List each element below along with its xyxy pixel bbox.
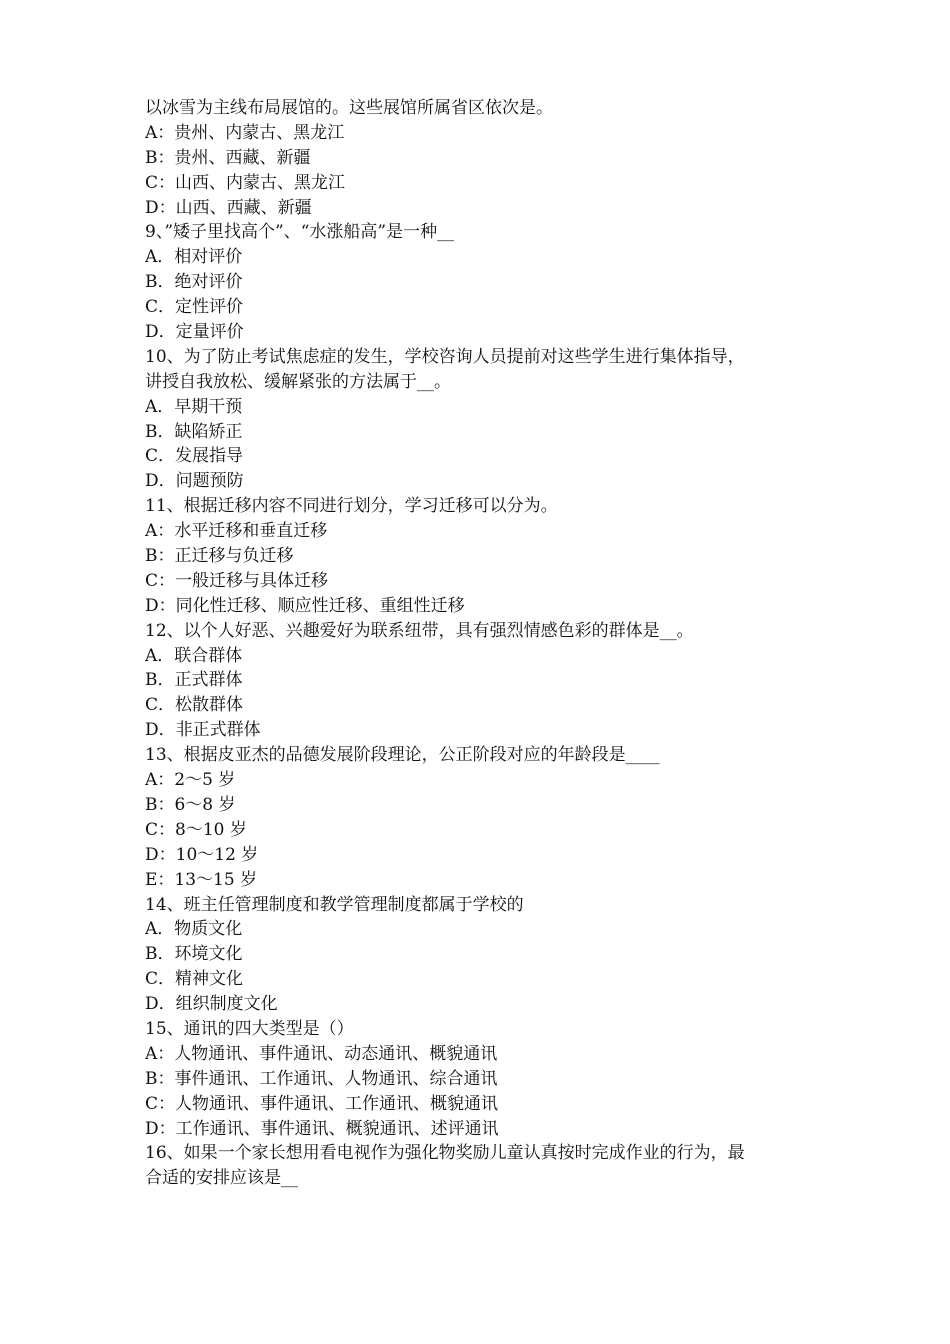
option-line: D：工作通讯、事件通讯、概貌通讯、述评通讯 [145, 1118, 499, 1139]
option-line: B：事件通讯、工作通讯、人物通讯、综合通讯 [145, 1068, 498, 1089]
option-line: A：人物通讯、事件通讯、动态通讯、概貌通讯 [145, 1043, 498, 1064]
option-line: C．定性评价 [145, 297, 244, 318]
option-line: A．物质文化 [145, 919, 243, 940]
question-line-9: 9、”矮子里找高个”、“水涨船高”是一种__ [145, 222, 455, 243]
option-line: C：8～10 岁 [145, 819, 247, 840]
option-line: C．发展指导 [145, 446, 244, 467]
option-line: B．绝对评价 [145, 272, 243, 293]
option-line: D．问题预防 [145, 471, 244, 492]
option-line: B：6～8 岁 [145, 794, 236, 815]
option-line: A．联合群体 [145, 645, 243, 666]
option-line: B：贵州、西藏、新疆 [145, 147, 311, 168]
option-line: C．精神文化 [145, 969, 244, 990]
question-line-16-cont: 合适的安排应该是__ [145, 1168, 298, 1189]
option-line: C．松散群体 [145, 695, 244, 716]
question-line-15: 15、通讯的四大类型是（） [145, 1018, 354, 1039]
option-line: E：13～15 岁 [145, 869, 258, 890]
question-line-13: 13、根据皮亚杰的品德发展阶段理论，公正阶段对应的年龄段是____ [145, 745, 660, 766]
option-line: D．组织制度文化 [145, 994, 278, 1015]
option-line: B：正迁移与负迁移 [145, 546, 294, 567]
option-line: A：贵州、内蒙古、黑龙江 [145, 122, 345, 143]
question-line-10-cont: 讲授自我放松、缓解紧张的方法属于__。 [145, 371, 451, 392]
option-line: D．非正式群体 [145, 720, 261, 741]
option-line: B．正式群体 [145, 670, 243, 691]
option-line: A：水平迁移和垂直迁移 [145, 521, 328, 542]
question-line-11: 11、根据迁移内容不同进行划分，学习迁移可以分为。 [145, 496, 558, 517]
question-line-14: 14、班主任管理制度和教学管理制度都属于学校的 [145, 894, 524, 915]
option-line: D：山西、西藏、新疆 [145, 197, 312, 218]
question-line-10: 10、为了防止考试焦虑症的发生，学校咨询人员提前对这些学生进行集体指导， [145, 346, 745, 367]
option-line: D：10～12 岁 [145, 844, 259, 865]
option-line: A．早期干预 [145, 396, 243, 417]
option-line: A：2～5 岁 [145, 770, 236, 791]
option-line: C：一般迁移与具体迁移 [145, 570, 329, 591]
option-line: B．环境文化 [145, 944, 243, 965]
question-line-12: 12、以个人好恶、兴趣爱好为联系纽带，具有强烈情感色彩的群体是__。 [145, 620, 694, 641]
question-line-16: 16、如果一个家长想用看电视作为强化物奖励儿童认真按时完成作业的行为，最 [145, 1143, 745, 1164]
question-text-block [145, 96, 815, 1191]
option-line: D．定量评价 [145, 322, 244, 343]
text-line-intro: 以冰雪为主线布局展馆的。这些展馆所属省区依次是。 [145, 98, 553, 118]
option-line: C：山西、内蒙古、黑龙江 [145, 172, 346, 193]
option-line: D：同化性迁移、顺应性迁移、重组性迁移 [145, 595, 465, 616]
option-line: C：人物通讯、事件通讯、工作通讯、概貌通讯 [145, 1093, 499, 1114]
option-line: A．相对评价 [145, 247, 243, 268]
option-line: B．缺陷矫正 [145, 421, 243, 442]
